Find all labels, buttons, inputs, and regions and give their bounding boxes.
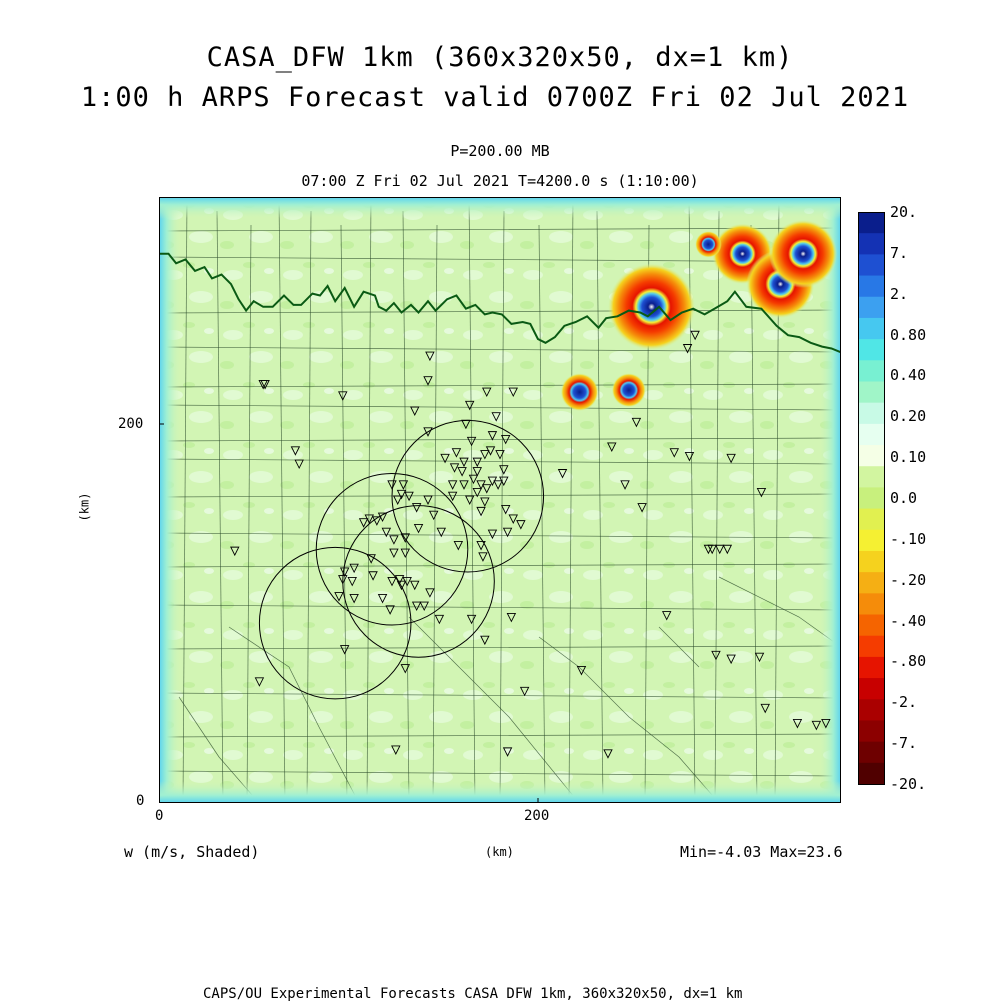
colorbar-label: 0.0 xyxy=(890,489,918,507)
colorbar-swatch xyxy=(858,276,885,298)
colorbar-label: -.10 xyxy=(890,529,927,548)
colorbar-label: 7. xyxy=(890,243,909,262)
colorbar-swatch xyxy=(858,297,885,319)
colorbar-label: -7. xyxy=(890,734,918,753)
map-background xyxy=(159,197,841,803)
colorbar-label: -2. xyxy=(890,693,918,712)
x-tick-label-200: 200 xyxy=(524,808,550,824)
y-tick-label-200: 200 xyxy=(118,416,144,432)
plot-title-line2: 1:00 h ARPS Forecast valid 0700Z Fri 02 Jul 2021 xyxy=(80,82,910,113)
updraft-cell xyxy=(561,373,599,411)
colorbar-swatch xyxy=(858,254,885,276)
colorbar-swatch xyxy=(858,657,885,679)
colorbar-swatch xyxy=(858,445,885,467)
colorbar-swatch xyxy=(858,339,885,361)
colorbar-label: -.40 xyxy=(890,611,927,630)
colorbar-swatch xyxy=(858,593,885,615)
colorbar-swatch xyxy=(858,636,885,658)
colorbar-swatch xyxy=(858,360,885,382)
colorbar-swatch xyxy=(858,509,885,531)
colorbar-swatch xyxy=(858,615,885,637)
colorbar-swatch xyxy=(858,403,885,425)
colorbar-swatch xyxy=(858,424,885,446)
x-tick-label-0: 0 xyxy=(155,808,164,824)
colorbar-swatch xyxy=(858,212,885,234)
colorbar-label: 0.10 xyxy=(890,448,927,467)
field-label: w (m/s, Shaded) xyxy=(124,843,260,861)
colorbar-label: -.20 xyxy=(890,570,927,589)
colorbar-label: 20. xyxy=(890,203,918,221)
colorbar-swatch xyxy=(858,318,885,340)
updraft-cell xyxy=(608,263,695,350)
colorbar-swatch xyxy=(858,763,885,785)
colorbar-label: 2. xyxy=(890,284,909,303)
updraft-cell xyxy=(769,220,837,288)
colorbar-swatch xyxy=(858,742,885,764)
colorbar-label: 0.20 xyxy=(890,407,927,426)
updraft-cell xyxy=(695,231,722,258)
valid-time: 07:00 Z Fri 02 Jul 2021 T=4200.0 s (1:10:00) xyxy=(301,172,699,190)
colorbar-swatch xyxy=(858,381,885,403)
colorbar-label: -.80 xyxy=(890,652,927,671)
colorbar-swatch xyxy=(858,233,885,255)
colorbar-swatch xyxy=(858,720,885,742)
x-axis-label: (km) xyxy=(485,845,514,859)
y-tick-label-0: 0 xyxy=(136,793,145,809)
colorbar-swatch xyxy=(858,678,885,700)
colorbar-swatch xyxy=(858,572,885,594)
colorbar-swatch xyxy=(858,699,885,721)
colorbar-label: 0.40 xyxy=(890,366,927,385)
colorbar-label: 0.80 xyxy=(890,325,927,344)
map-plot xyxy=(159,197,841,803)
colorbar-swatch xyxy=(858,466,885,488)
colorbar-swatch xyxy=(858,530,885,552)
min-max-label: Min=-4.03 Max=23.6 xyxy=(680,843,843,861)
plot-title-line1: CASA_DFW 1km (360x320x50, dx=1 km) xyxy=(206,42,794,73)
y-axis-label: (km) xyxy=(77,492,92,522)
footer-credit: CAPS/OU Experimental Forecasts CASA DFW 1km, 360x320x50, dx=1 km xyxy=(203,986,743,1002)
updraft-cell xyxy=(612,373,646,407)
colorbar-label: -20. xyxy=(890,775,927,793)
colorbar-swatch xyxy=(858,487,885,509)
pressure-level: P=200.00 MB xyxy=(450,142,550,160)
colorbar-swatch xyxy=(858,551,885,573)
